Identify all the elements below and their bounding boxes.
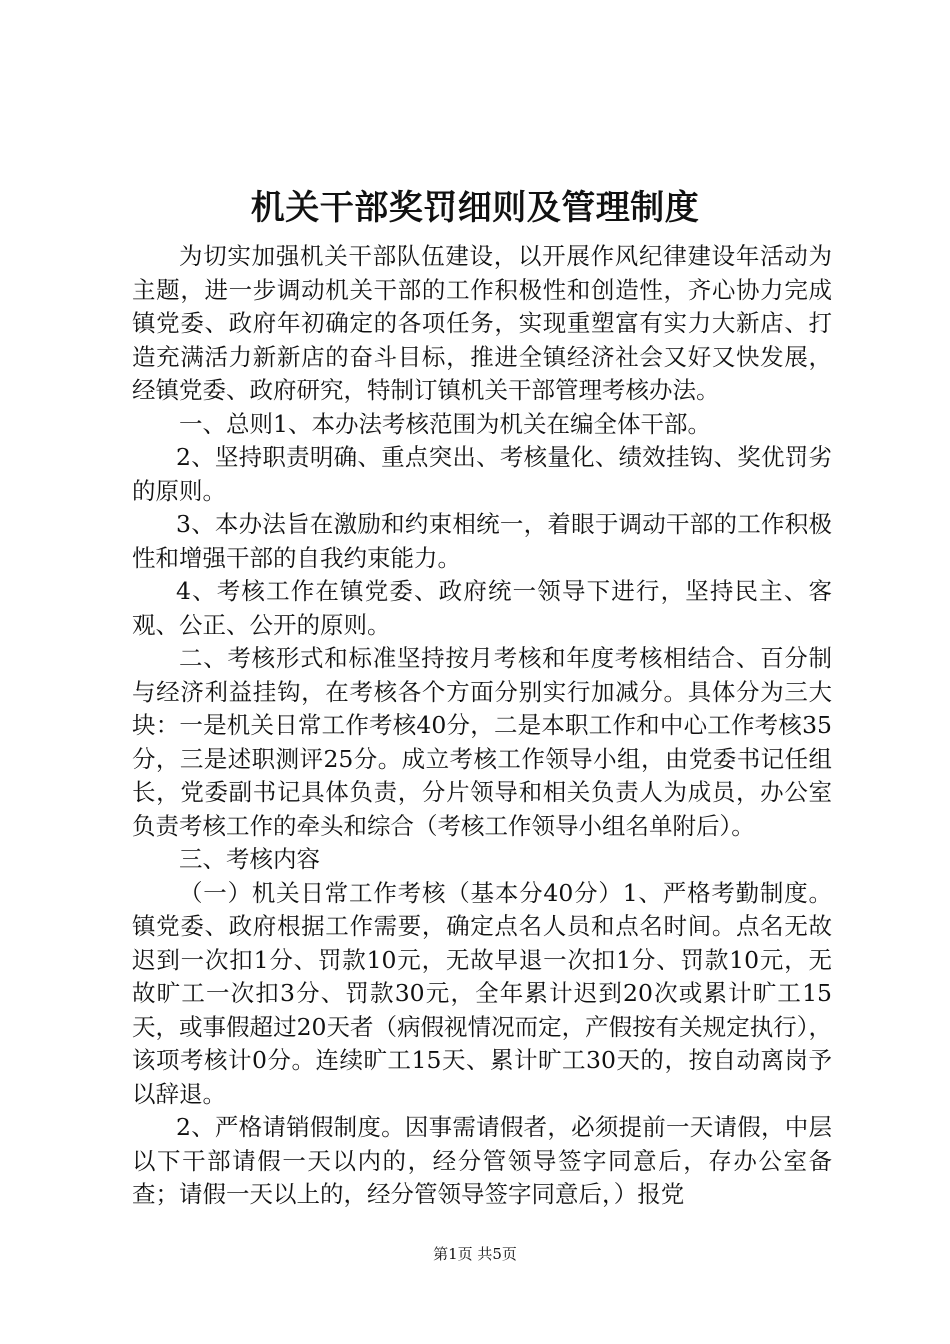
page-number: 第1页 共5页 — [433, 1245, 517, 1263]
paragraph-intro: 为切实加强机关干部队伍建设，以开展作风纪律建设年活动为主题，进一步调动机关干部的工作积极性和创造性，齐心协力完成镇党委、政府年初确定的各项任务，实现重塑富有实力大新店、打造充满活力新新店的奋斗目标，推进全镇经济社会又好又快发展，经镇党委、政府研究，特制订镇机关干部管理考核办法。 — [132, 242, 832, 404]
paragraph-assessment-content-heading: 三、考核内容 — [179, 845, 320, 873]
paragraph-general-4: 4、考核工作在镇党委、政府统一领导下进行，坚持民主、客观、公正、公开的原则。 — [132, 577, 832, 639]
paragraph-general-2: 2、坚持职责明确、重点突出、考核量化、绩效挂钩、奖优罚劣的原则。 — [132, 443, 832, 505]
paragraph-assessment-form: 二、考核形式和标准坚持按月考核和年度考核相结合、百分制与经济利益挂钩，在考核各个方面分别实行加减分。具体分为三大块：一是机关日常工作考核40分，二是本职工作和中心工作考核35分，三是述职测评25分。成立考核工作领导小组，由党委书记任组长，党委副书记具体负责，分片领导和相关负责人为成员，办公室负责考核工作的牵头和综合（考核工作领导小组名单附后）。 — [132, 644, 832, 840]
document-title: 机关干部奖罚细则及管理制度 — [250, 188, 700, 228]
paragraph-leave-system: 2、严格请销假制度。因事需请假者，必须提前一天请假，中层以下干部请假一天以内的，经分管领导签字同意后，存办公室备查；请假一天以上的，经分管领导签字同意后，）报党 — [132, 1113, 832, 1208]
document-body — [132, 240, 832, 1212]
paragraph-general-1: 一、总则1、本办法考核范围为机关在编全体干部。 — [179, 409, 711, 438]
paragraph-general-3: 3、本办法旨在激励和约束相统一，着眼于调动干部的工作积极性和增强干部的自我约束能力。 — [132, 510, 832, 572]
paragraph-daily-work-assessment: （一）机关日常工作考核（基本分40分）1、严格考勤制度。镇党委、政府根据工作需要，确定点名人员和点名时间。点名无故迟到一次扣1分、罚款10元，无故早退一次扣1分、罚款10元，无故旷工一次扣3分、罚款30元，全年累计迟到20次或累计旷工15天，或事假超过20天者（病假视情况而定，产假按有关规定执行），该项考核计0分。连续旷工15天、累计旷工30天的，按自动离岗予以辞退。 — [132, 878, 832, 1108]
